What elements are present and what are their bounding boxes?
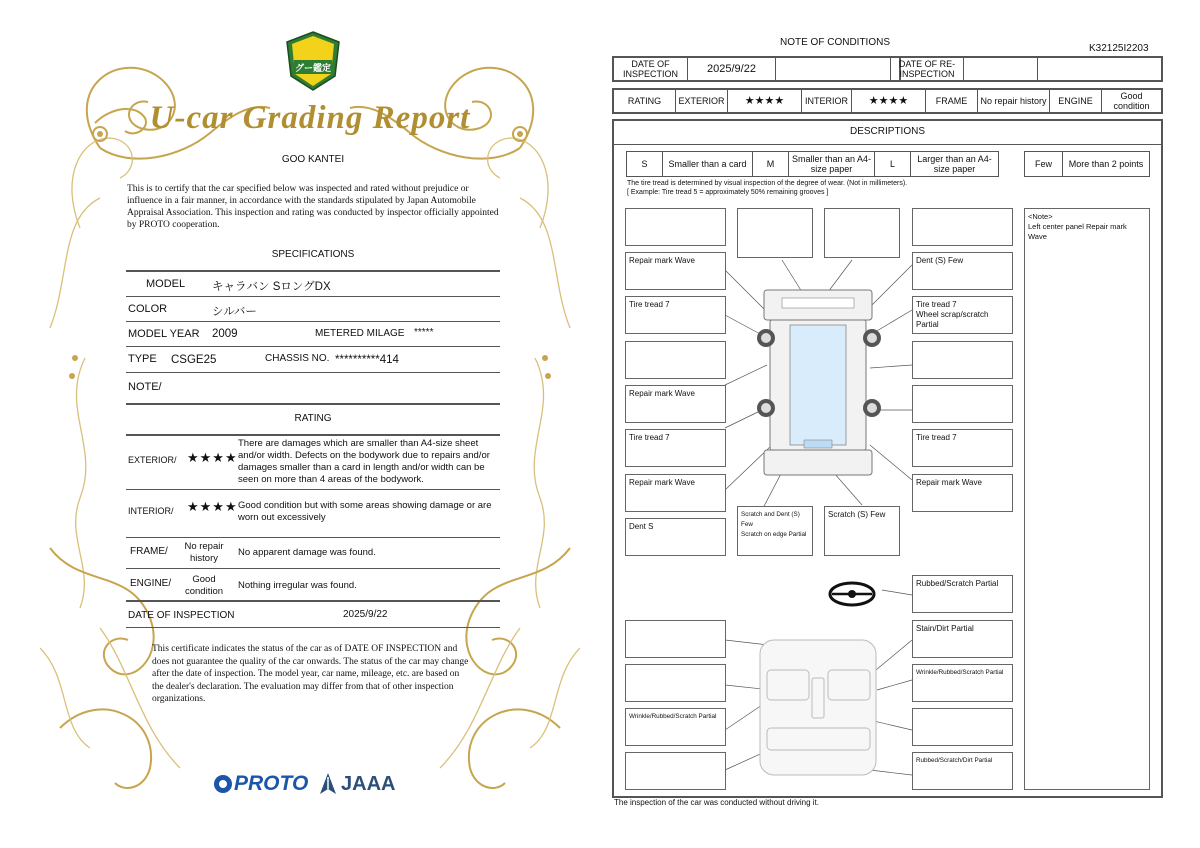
- description-box: [625, 664, 726, 702]
- frame-label: FRAME/: [130, 546, 168, 557]
- date-row: [612, 56, 1163, 82]
- spec-rule: [126, 403, 500, 405]
- frame-value: No repair history: [184, 541, 224, 564]
- description-box: [625, 620, 726, 658]
- exterior-stars: ★★★★: [187, 450, 238, 465]
- report-title: U-car Grading Report: [149, 100, 471, 136]
- legend-few-text: More than 2 points: [1068, 159, 1144, 169]
- rating-heading: RATING: [294, 413, 332, 424]
- proto-logo-text: PROTO: [234, 772, 309, 795]
- description-box: [912, 708, 1013, 746]
- description-box: Repair mark Wave: [625, 474, 726, 512]
- engine-label: ENGINE/: [130, 578, 172, 589]
- description-box: [824, 208, 900, 258]
- jaaa-mark-icon: [318, 772, 338, 796]
- description-box: Wrinkle/Rubbed/Scratch Partial: [625, 708, 726, 746]
- model-label: MODEL: [146, 278, 186, 290]
- note-label: NOTE/: [128, 381, 162, 393]
- note-box: <Note> Left center panel Repair mark Wave: [1024, 208, 1150, 790]
- description-box: Repair mark Wave: [625, 252, 726, 290]
- chassis-value: **********414: [335, 354, 399, 366]
- description-box: Tire tread 7: [625, 429, 726, 467]
- engine-label: ENGINE: [1050, 90, 1102, 112]
- spec-rule: [126, 270, 500, 272]
- rating-rule: [126, 600, 500, 602]
- few-legend: [1024, 151, 1150, 177]
- goo-kantei-badge: [285, 30, 341, 92]
- legend-few: Few: [1025, 152, 1063, 176]
- description-box: Scratch and Dent (S) Few Scratch on edge Partial: [737, 506, 813, 556]
- description-box: Rubbed/Scratch/Dirt Partial: [912, 752, 1013, 790]
- date-row-blank: [776, 58, 900, 80]
- rating-rule: [126, 434, 500, 436]
- rating-label: RATING: [614, 90, 676, 112]
- description-box: [625, 341, 726, 379]
- description-box: Scratch (S) Few: [824, 506, 900, 556]
- rating-row: [612, 88, 1163, 114]
- size-legend: [626, 151, 999, 177]
- rating-rule: [126, 627, 500, 628]
- conditions-footer: The inspection of the car was conducted without driving it.: [614, 798, 819, 807]
- legend-m-text: Smaller than an A4-size paper: [789, 152, 875, 176]
- description-box: Tire tread 7: [625, 296, 726, 334]
- interior-description: Good condition but with some areas showing damage or are worn out excessively: [238, 500, 492, 523]
- interior-label: INTERIOR/: [128, 506, 174, 516]
- description-box: [625, 208, 726, 246]
- description-box: Dent (S) Few: [912, 252, 1013, 290]
- description-box: Tire tread 7: [912, 429, 1013, 467]
- model-value: キャラバン SロングDX: [212, 281, 331, 293]
- spec-rule: [126, 321, 500, 322]
- description-box: Wrinkle/Rubbed/Scratch Partial: [912, 664, 1013, 702]
- milage-label: METERED MILAGE: [315, 328, 405, 339]
- color-label: COLOR: [128, 303, 168, 315]
- legend-m: M: [753, 152, 789, 176]
- descriptions-rule: [614, 144, 1161, 145]
- conditions-title: NOTE OF CONDITIONS: [780, 37, 890, 48]
- spec-rule: [126, 346, 500, 347]
- frame-label: FRAME: [926, 90, 978, 112]
- frame-value: No repair history: [978, 90, 1050, 112]
- exterior-label: EXTERIOR/: [128, 455, 177, 465]
- chassis-label: CHASSIS NO.: [265, 353, 330, 364]
- jaaa-logo: [318, 771, 395, 797]
- legend-l: L: [875, 152, 911, 176]
- milage-value: *****: [414, 327, 434, 338]
- year-value: 2009: [212, 328, 238, 340]
- certificate-footer: This certificate indicates the status of the car as of DATE OF INSPECTION and does not guarantee the quality of the car onwards. The status of the car may change after the date of inspection. The model year, car name, mileage, etc. are based on the dealer's declaration. The evaluation may differ from that of other inspection organizations.: [152, 644, 469, 704]
- org-name: GOO KANTEI: [281, 154, 345, 165]
- jaaa-logo-text: JAAA: [341, 772, 396, 795]
- frame-description: No apparent damage was found.: [238, 547, 376, 558]
- description-box: [912, 296, 1013, 334]
- proto-mark-icon: [212, 773, 234, 795]
- date-inspection-value: 2025/9/22: [688, 58, 776, 80]
- color-value: シルバー: [212, 306, 257, 318]
- description-box: Repair mark Wave: [912, 474, 1013, 512]
- description-box: [912, 341, 1013, 379]
- interior-stars: ★★★★: [852, 90, 926, 112]
- steering-wheel-icon: [830, 583, 874, 605]
- description-box: Rubbed/Scratch Partial: [912, 575, 1013, 613]
- badge-label: グー鑑定: [294, 63, 331, 73]
- engine-value: Good condition: [1113, 91, 1150, 111]
- year-label: MODEL YEAR: [128, 328, 200, 340]
- rating-rule: [126, 568, 500, 569]
- legend-l-text: Larger than an A4-size paper: [917, 154, 992, 174]
- legend-s-text: Smaller than a card: [663, 152, 753, 176]
- reference-number: K32125I2203: [1089, 43, 1149, 54]
- description-box: [737, 208, 813, 258]
- exterior-description: There are damages which are smaller than A4-size sheet and/or width. Defects on the bodywork due to repairs and/or damages smaller than a card in length and/or width can be seen on more than 4 areas of the bodywork.: [238, 438, 490, 485]
- engine-description: Nothing irregular was found.: [238, 580, 357, 591]
- spec-rule: [126, 372, 500, 373]
- descriptions-heading: DESCRIPTIONS: [849, 126, 925, 137]
- legend-s: S: [627, 152, 663, 176]
- interior-stars: ★★★★: [187, 499, 238, 514]
- type-label: TYPE: [128, 353, 157, 365]
- date-reinspection-label: DATE OF RE-INSPECTION: [890, 58, 964, 80]
- description-box: [912, 208, 1013, 246]
- description-box: Dent S: [625, 518, 726, 556]
- exterior-stars: ★★★★: [728, 90, 802, 112]
- rating-rule: [126, 489, 500, 490]
- tire-note-2: [ Example: Tire tread 5 = approximately 50% remaining grooves ]: [627, 189, 829, 196]
- description-box: Repair mark Wave: [625, 385, 726, 423]
- date-reinspection-value: [964, 58, 1038, 80]
- type-value: CSGE25: [171, 354, 217, 366]
- interior-label: INTERIOR: [802, 90, 852, 112]
- date-label: DATE OF INSPECTION: [128, 610, 235, 621]
- proto-logo: [212, 771, 308, 797]
- exterior-label: EXTERIOR: [676, 90, 728, 112]
- intro-paragraph: This is to certify that the car specified below was inspected and rated without prejudice or influence in a fair manner, in accordance with the standards stipulated by Japan Automobile Appraisal Association. This inspection and rating was conducted by inspector officially appointed by PROTO cooperation.: [127, 184, 499, 230]
- description-text: Tire tread 7 Wheel scrap/scratch Partial: [916, 300, 989, 329]
- description-box: [912, 385, 1013, 423]
- date-inspection-label: DATE OF INSPECTION: [614, 58, 688, 80]
- description-box: [625, 752, 726, 790]
- spec-heading: SPECIFICATIONS: [271, 249, 355, 260]
- description-box: Stain/Dirt Partial: [912, 620, 1013, 658]
- spec-rule: [126, 296, 500, 297]
- tire-note-1: The tire tread is determined by visual inspection of the degree of wear. (Not in millimeters).: [627, 180, 908, 187]
- date-value: 2025/9/22: [343, 609, 388, 620]
- engine-value: Good condition: [184, 574, 224, 597]
- rating-rule: [126, 537, 500, 538]
